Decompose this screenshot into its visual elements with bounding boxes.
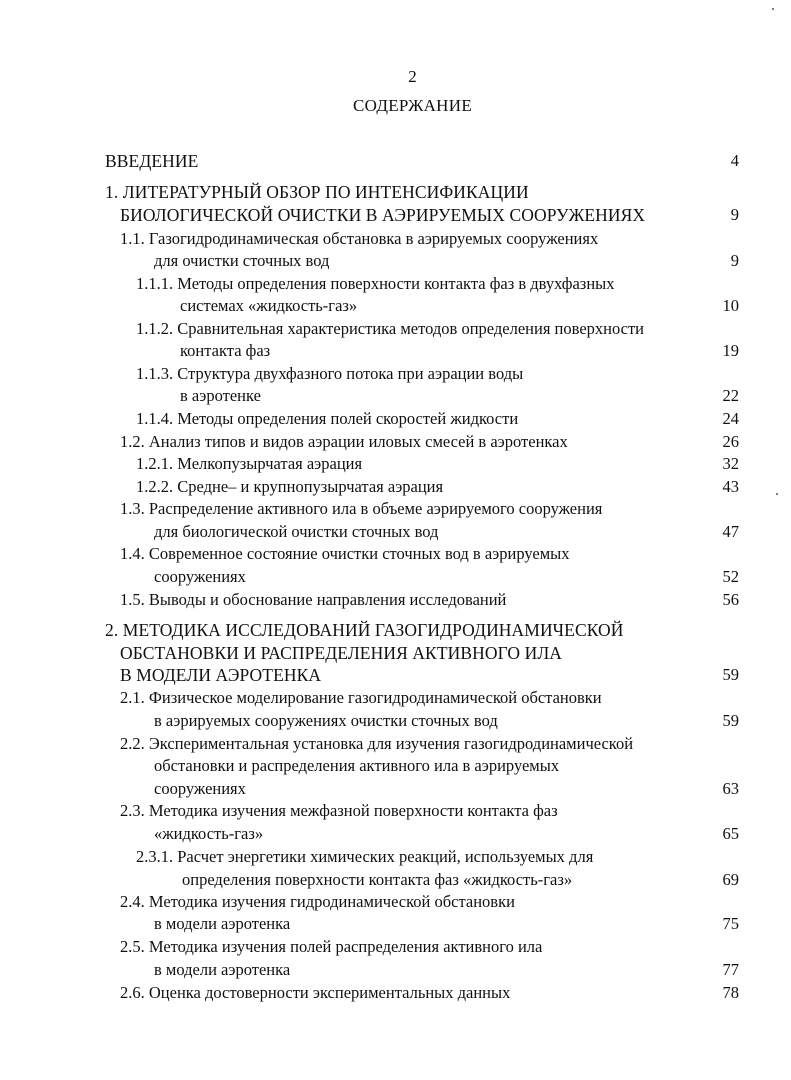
toc-entry-title: 1.1.2. Сравнительная характеристика методов определения поверхности	[136, 319, 644, 338]
toc-entry-title-cont: для биологической очистки сточных вод	[154, 522, 439, 541]
toc-entry-title: ВВЕДЕНИЕ	[105, 151, 199, 171]
toc-entry-page: 59	[722, 711, 739, 730]
toc-entry-title-cont: «жидкость-газ»	[154, 824, 264, 843]
toc-entry-page: 52	[722, 567, 739, 586]
toc-entry-title-cont: обстановки и распределения активного ила в аэрируемых	[154, 756, 560, 775]
toc-entry-title: 1. ЛИТЕРАТУРНЫЙ ОБЗОР ПО ИНТЕНСИФИКАЦИИ	[105, 182, 529, 202]
toc-entry-page: 47	[722, 522, 739, 541]
toc-entry-title: 1.2. Анализ типов и видов аэрации иловых смесей в аэротенках	[120, 432, 568, 451]
toc-entry-page: 4	[730, 151, 739, 170]
toc-entry-title: 1.1. Газогидродинамическая обстановка в аэрируемых сооружениях	[120, 229, 599, 248]
toc-entry-title: 2.5. Методика изучения полей распределения активного ила	[120, 937, 543, 956]
toc-entry-page: 26	[722, 432, 739, 451]
toc-entry-page: 69	[722, 870, 739, 889]
scan-speck	[772, 8, 774, 10]
toc-entry-title-cont: БИОЛОГИЧЕСКОЙ ОЧИСТКИ В АЭРИРУЕМЫХ СООРУЖЕНИЯХ	[120, 205, 646, 225]
toc-entry-page: 10	[722, 296, 739, 315]
toc-entry-title-cont: в аэротенке	[180, 386, 261, 405]
toc-entry-title-cont: определения поверхности контакта фаз «жидкость-газ»	[182, 870, 573, 889]
page-title: СОДЕРЖАНИЕ	[352, 96, 473, 115]
page-number: 2	[408, 67, 417, 86]
toc-entry-title: 1.5. Выводы и обоснование направления исследований	[120, 590, 507, 609]
toc-entry-title-cont: для очистки сточных вод	[154, 251, 330, 270]
toc-entry-title: 1.1.4. Методы определения полей скоростей жидкости	[136, 409, 519, 428]
toc-entry-page: 9	[730, 251, 739, 270]
toc-entry-title-cont: сооружениях	[154, 567, 246, 586]
toc-entry-page: 19	[722, 341, 739, 360]
toc-entry-page: 22	[722, 386, 739, 405]
toc-entry-title: 2.4. Методика изучения гидродинамической обстановки	[120, 892, 515, 911]
toc-entry-page: 59	[722, 665, 739, 684]
toc-entry-page: 77	[722, 960, 739, 979]
toc-entry-title: 1.4. Современное состояние очистки сточных вод в аэрируемых	[120, 544, 570, 563]
toc-entry-title: 2.1. Физическое моделирование газогидродинамической обстановки	[120, 688, 602, 707]
toc-entry-title: 1.2.2. Средне– и крупнопузырчатая аэрация	[136, 477, 444, 496]
toc-entry-title-cont: сооружениях	[154, 779, 246, 798]
toc-entry-page: 24	[722, 409, 739, 428]
toc-entry-title-cont: в модели аэротенка	[154, 960, 291, 979]
toc-entry-title: 1.1.1. Методы определения поверхности контакта фаз в двухфазных	[136, 274, 615, 293]
toc-entry-title: 2.3. Методика изучения межфазной поверхности контакта фаз	[120, 801, 558, 820]
toc-entry-title: 2.3.1. Расчет энергетики химических реакций, используемых для	[136, 847, 594, 866]
toc-entry-title-cont: В МОДЕЛИ АЭРОТЕНКА	[120, 665, 322, 685]
toc-entry-title-cont: в аэрируемых сооружениях очистки сточных вод	[154, 711, 498, 730]
toc-entry-page: 75	[722, 914, 739, 933]
scan-speck	[776, 493, 778, 495]
toc-entry-title: 2. МЕТОДИКА ИССЛЕДОВАНИЙ ГАЗОГИДРОДИНАМИЧЕСКОЙ	[105, 620, 624, 640]
toc-entry-page: 65	[722, 824, 739, 843]
toc-entry-title-cont: системах «жидкость-газ»	[180, 296, 358, 315]
toc-entry-page: 63	[722, 779, 739, 798]
toc-entry-title: 1.3. Распределение активного ила в объеме аэрируемого сооружения	[120, 499, 603, 518]
toc-entry-title: 1.1.3. Структура двухфазного потока при аэрации воды	[136, 364, 524, 383]
toc-entry-title-cont: контакта фаз	[180, 341, 271, 360]
toc-entry-title: 1.2.1. Мелкопузырчатая аэрация	[136, 454, 363, 473]
toc-entry-title: 2.2. Экспериментальная установка для изучения газогидродинамической	[120, 734, 634, 753]
toc-entry-title: 2.6. Оценка достоверности экспериментальных данных	[120, 983, 511, 1002]
toc-entry-page: 9	[730, 205, 739, 224]
toc-entry-page: 43	[722, 477, 739, 496]
toc-entry-title-cont: в модели аэротенка	[154, 914, 291, 933]
toc-entry-page: 56	[722, 590, 739, 609]
toc-entry-page: 78	[722, 983, 739, 1002]
toc-entry-title-cont: ОБСТАНОВКИ И РАСПРЕДЕЛЕНИЯ АКТИВНОГО ИЛА	[120, 643, 563, 663]
toc-entry-page: 32	[722, 454, 739, 473]
